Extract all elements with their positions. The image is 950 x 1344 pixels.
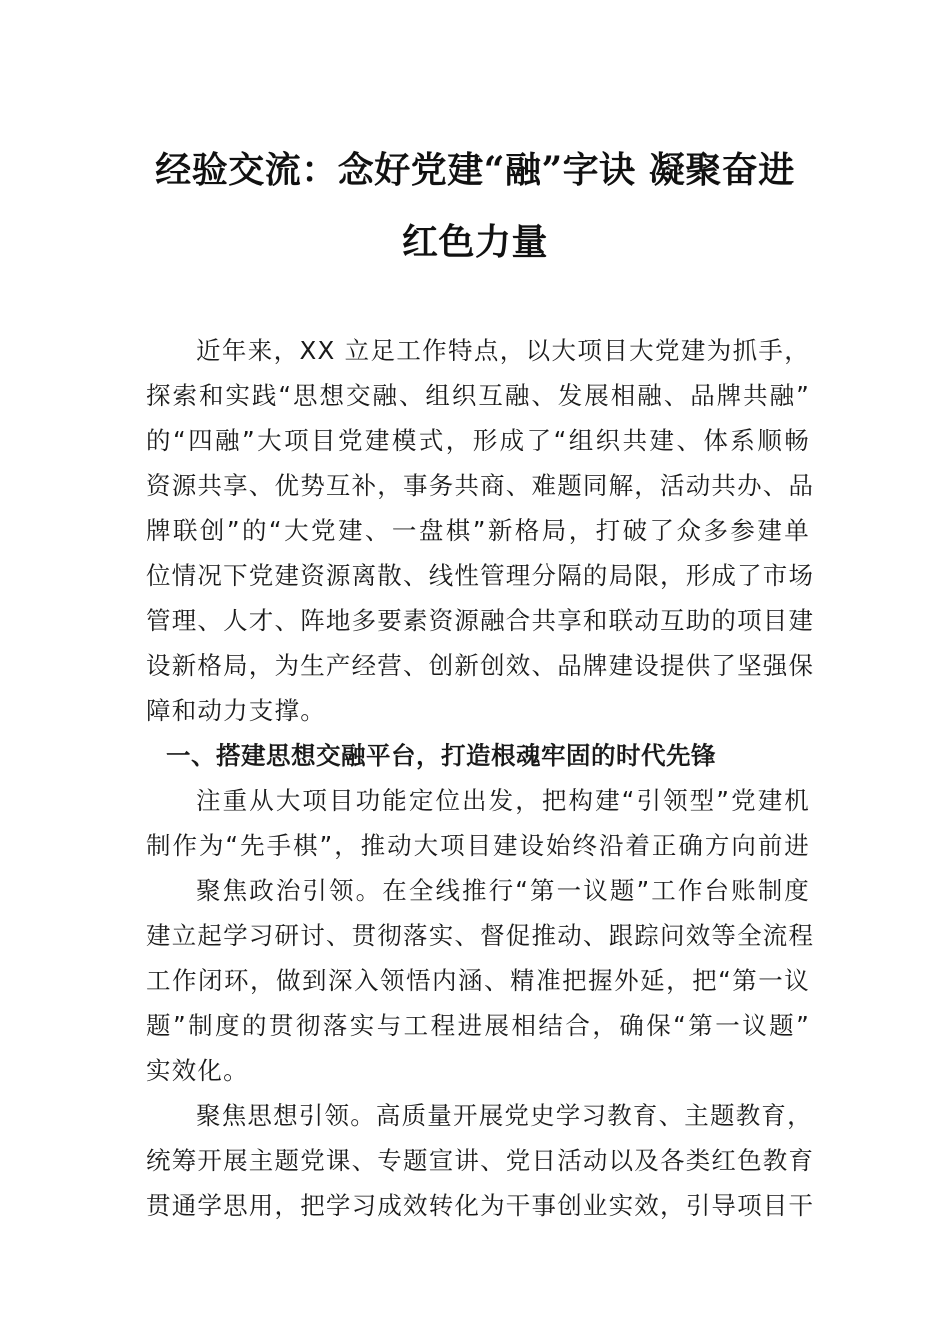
text-line: 聚焦政治引领。在全线推行“第一议题”工作台账制度 (196, 876, 810, 905)
text-line: 题”制度的贯彻落实与工程进展相结合，确保“第一议题” (146, 1011, 810, 1040)
text-line: 障和动力支撑。 (146, 696, 326, 725)
title-line: 经验交流：念好党建“融”字诀 凝聚奋进 (155, 149, 795, 191)
text-line: 统筹开展主题党课、专题宣讲、党日活动以及各类红色教育 (146, 1146, 815, 1175)
text-line: 位情况下党建资源离散、线性管理分隔的局限，形成了市场 (146, 561, 815, 590)
text-line: 的“四融”大项目党建模式，形成了“组织共建、体系顺畅 (146, 426, 810, 455)
text-line: 牌联创”的“大党建、一盘棋”新格局，打破了众多参建单 (146, 516, 810, 545)
text-line: 贯通学思用，把学习成效转化为干事创业实效，引导项目干 (146, 1191, 815, 1220)
document-body (146, 328, 815, 1228)
text-line: 管理、人才、阵地多要素资源融合共享和联动互助的项目建 (146, 606, 815, 635)
text-line: 建立起学习研讨、贯彻落实、督促推动、跟踪问效等全流程 (146, 921, 815, 950)
paragraph-2 (146, 778, 810, 868)
text-line: 设新格局，为生产经营、创新创效、品牌建设提供了坚强保 (146, 651, 815, 680)
document-title (140, 134, 810, 278)
text-line: 实效化。 (146, 1056, 249, 1085)
paragraph-3 (146, 868, 815, 1093)
paragraph-4 (146, 1093, 815, 1228)
text-line: 聚焦思想引领。高质量开展党史学习教育、主题教育， (196, 1101, 813, 1130)
text-line: 制作为“先手棋”，推动大项目建设始终沿着正确方向前进 (146, 831, 810, 860)
text-line: 近年来，XX 立足工作特点，以大项目大党建为抓手， (196, 336, 810, 365)
paragraph-intro (146, 328, 815, 733)
text-line: 资源共享、优势互补，事务共商、难题同解，活动共办、品 (146, 471, 815, 500)
text-line: 探索和实践“思想交融、组织互融、发展相融、品牌共融” (146, 381, 810, 410)
text-line: 注重从大项目功能定位出发，把构建“引领型”党建机 (196, 786, 810, 815)
title-line: 红色力量 (401, 221, 548, 263)
text-line: 工作闭环，做到深入领悟内涵、精准把握外延，把“第一议 (146, 966, 810, 995)
section-heading: 一、搭建思想交融平台，打造根魂牢固的时代先锋 (166, 741, 716, 770)
